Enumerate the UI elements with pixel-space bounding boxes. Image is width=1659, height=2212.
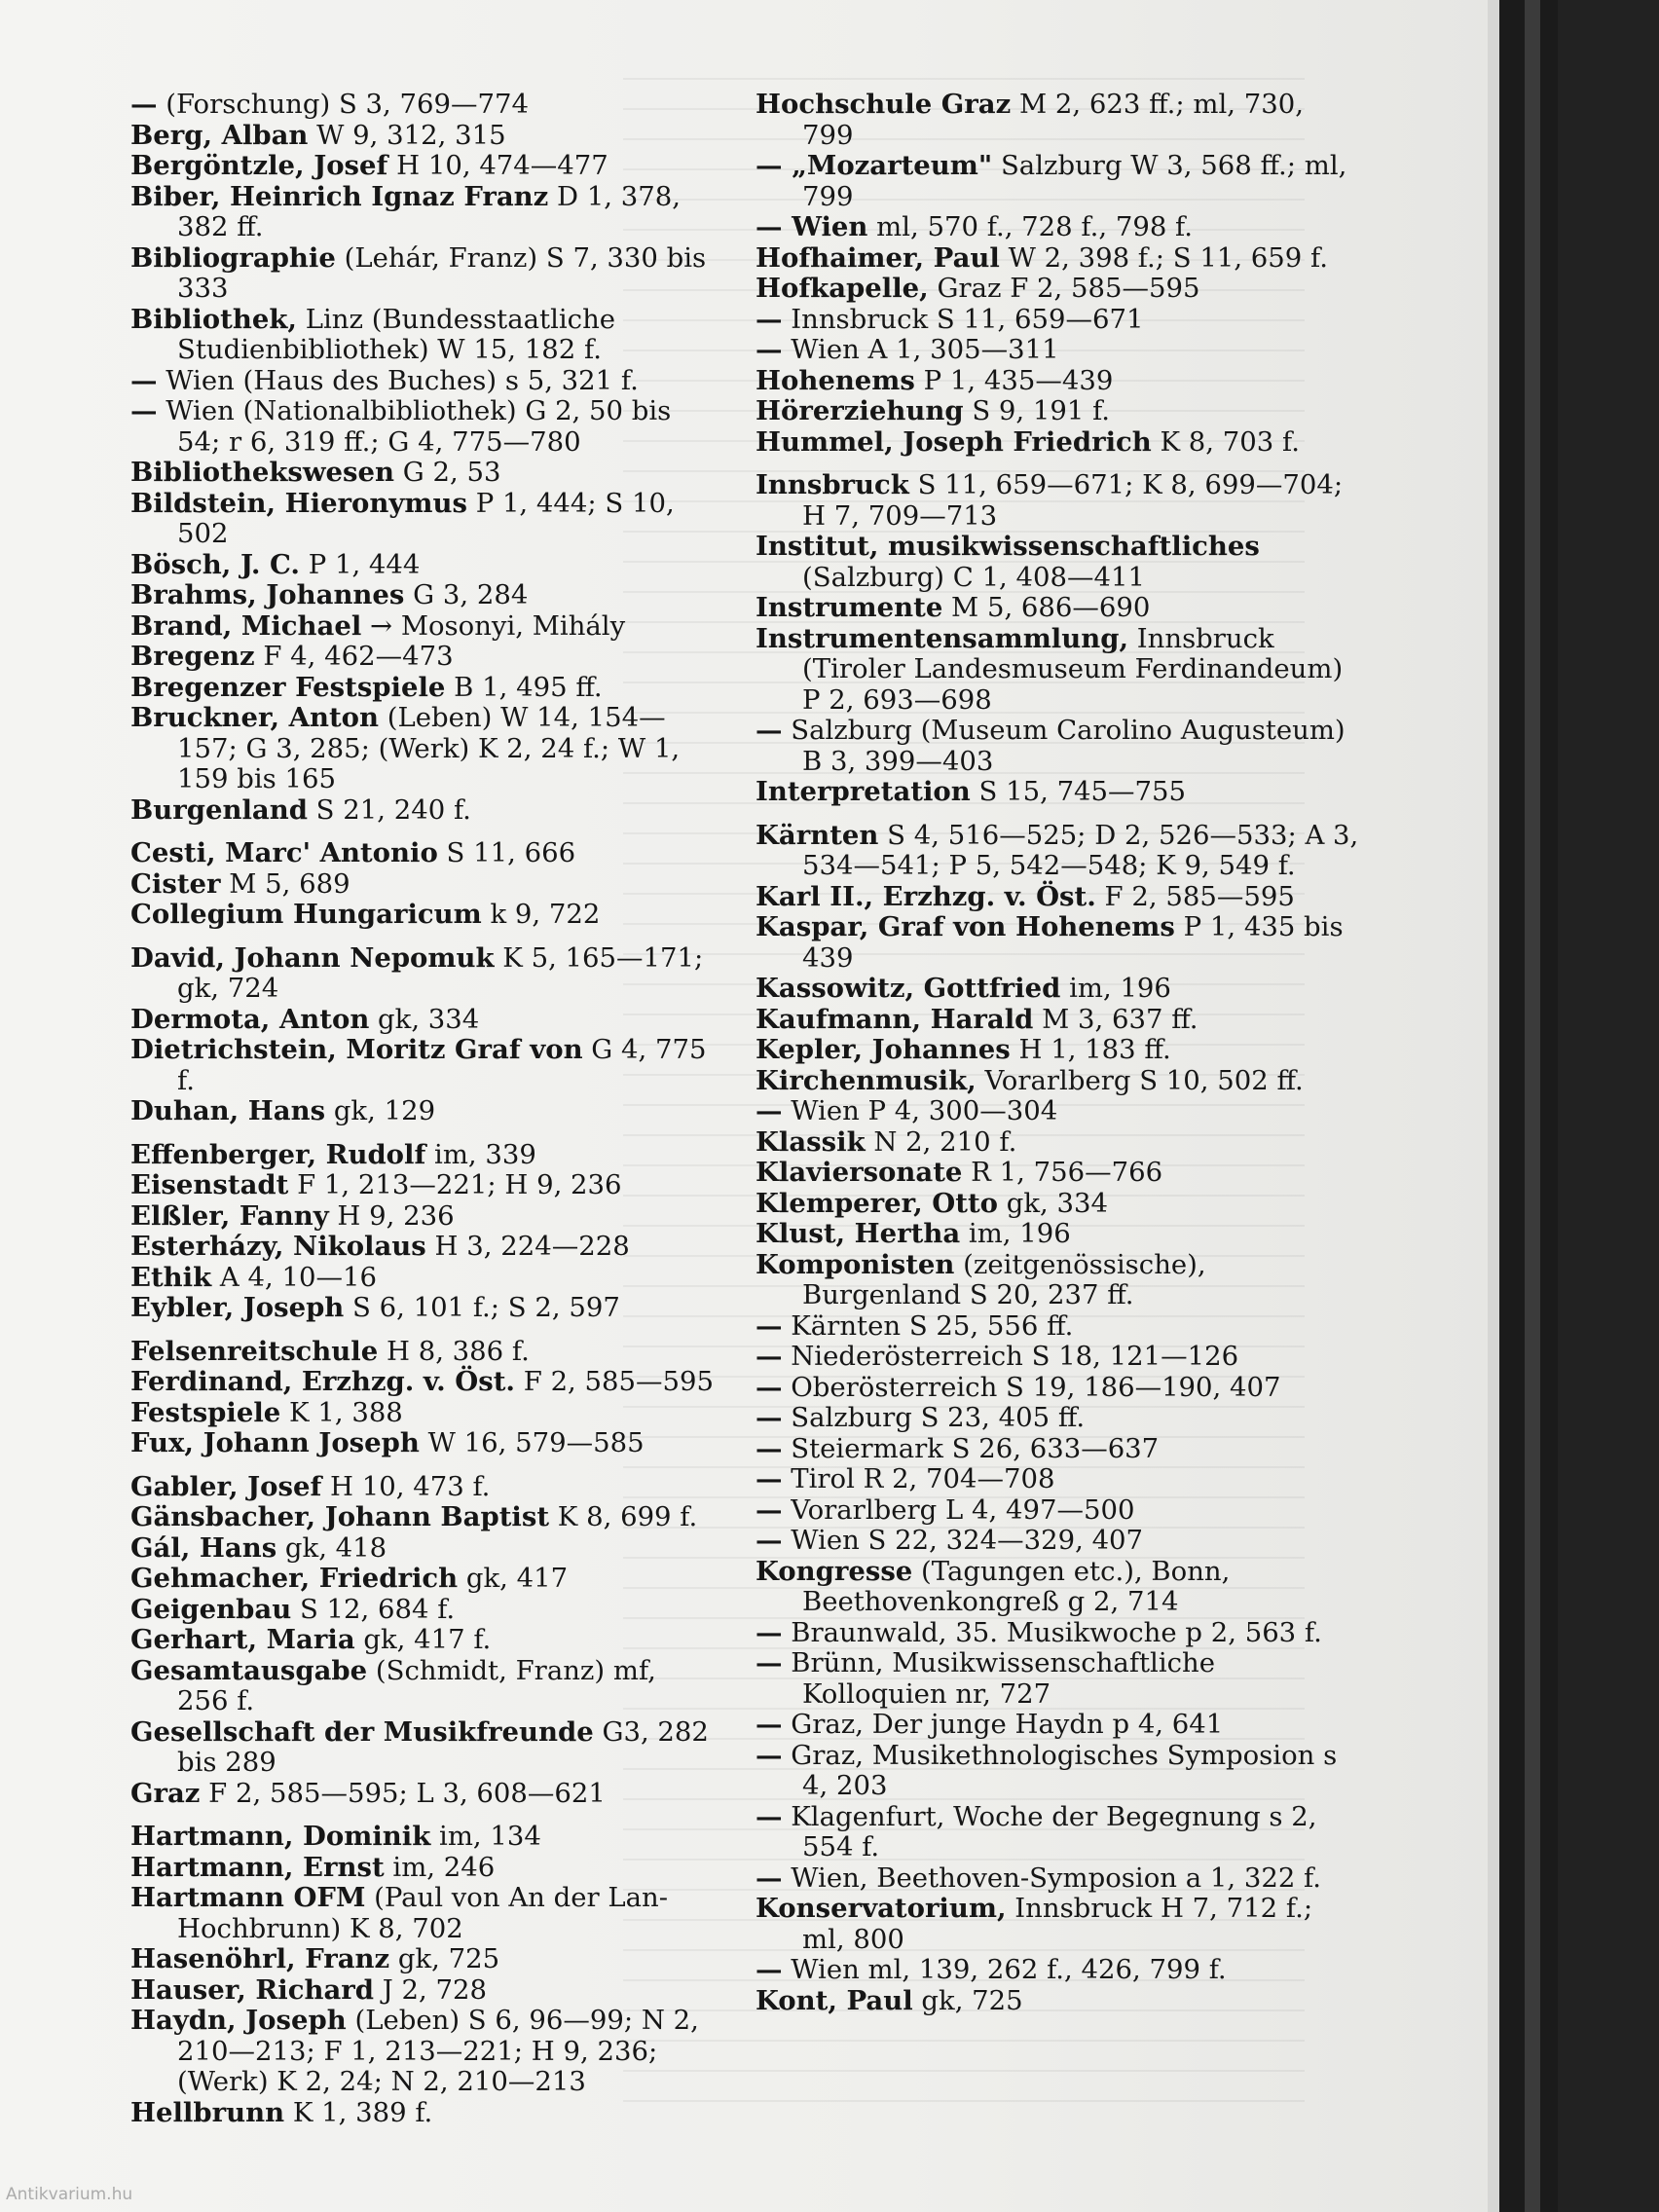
index-headword: — bbox=[756, 303, 783, 335]
index-reference: Steiermark S 26, 633—637 bbox=[782, 1432, 1160, 1464]
index-entry bbox=[130, 1779, 715, 1810]
index-reference: G 3, 284 bbox=[404, 579, 529, 610]
index-entry bbox=[130, 1502, 715, 1533]
index-headword: Gerhart, Maria bbox=[130, 1624, 355, 1655]
index-headword: Hartmann, Ernst bbox=[130, 1851, 385, 1883]
index-headword: Hochschule Graz bbox=[756, 89, 1012, 120]
index-entry bbox=[130, 1944, 715, 1975]
index-entry bbox=[756, 1127, 1359, 1159]
index-entry bbox=[756, 1894, 1359, 1955]
index-reference: K 1, 389 f. bbox=[284, 2096, 433, 2128]
index-headword: Collegium Hungaricum bbox=[130, 899, 482, 930]
index-reference: Wien (Nationalbibliothek) G 2, 50 bis 54; r 6, 319 ff.; G 4, 775—780 bbox=[157, 395, 672, 458]
index-headword: Kongresse bbox=[756, 1555, 913, 1587]
index-reference: K 5, 165—171; gk, 724 bbox=[177, 941, 704, 1004]
index-headword: Geigenbau bbox=[130, 1593, 292, 1625]
index-entry bbox=[130, 1564, 715, 1595]
index-headword: Brahms, Johannes bbox=[130, 579, 405, 610]
index-reference: Wien (Haus des Buches) s 5, 321 f. bbox=[157, 364, 639, 396]
index-headword: Hofkapelle, bbox=[756, 273, 929, 304]
index-reference: B 1, 495 ff. bbox=[445, 671, 603, 703]
index-headword: — „Mozarteum" bbox=[756, 150, 993, 181]
index-reference: Graz, Musikethnologisches Symposion s 4, 203 bbox=[782, 1739, 1338, 1801]
index-headword: Festspiele bbox=[130, 1396, 281, 1428]
index-entry bbox=[130, 642, 715, 673]
index-entry bbox=[756, 1373, 1359, 1404]
index-reference: Graz, Der junge Haydn p 4, 641 bbox=[782, 1709, 1224, 1740]
index-entry bbox=[756, 151, 1359, 212]
index-entry bbox=[756, 1158, 1359, 1189]
index-entry bbox=[756, 1096, 1359, 1127]
index-headword: Biber, Heinrich Ignaz Franz bbox=[130, 180, 549, 212]
index-reference: S 6, 101 f.; S 2, 597 bbox=[344, 1292, 620, 1323]
index-headword: Hasenöhrl, Franz bbox=[130, 1943, 390, 1974]
index-reference: Wien, Beethoven-Symposion a 1, 322 f. bbox=[782, 1862, 1321, 1894]
index-entry bbox=[756, 1710, 1359, 1741]
index-headword: Hellbrunn bbox=[130, 2096, 285, 2128]
index-entry bbox=[130, 1293, 715, 1324]
watermark: Antikvarium.hu bbox=[6, 2185, 133, 2204]
index-entry bbox=[756, 593, 1359, 624]
index-entry bbox=[130, 1472, 715, 1503]
index-reference: ml, 570 f., 728 f., 798 f. bbox=[867, 211, 1193, 242]
index-reference: F 2, 585—595 bbox=[1095, 880, 1295, 912]
index-headword: Instrumente bbox=[756, 592, 943, 623]
index-reference: im, 339 bbox=[425, 1138, 536, 1170]
index-reference: G3, 282 bis 289 bbox=[177, 1715, 709, 1778]
index-entry bbox=[130, 1428, 715, 1459]
index-entry bbox=[756, 335, 1359, 366]
index-entry bbox=[756, 427, 1359, 459]
index-entry bbox=[756, 1250, 1359, 1311]
index-reference: D 1, 378, 382 ff. bbox=[177, 180, 682, 242]
index-headword: — bbox=[756, 1647, 783, 1678]
index-headword: Ferdinand, Erzhzg. v. Öst. bbox=[130, 1366, 515, 1397]
index-headword: Hartmann, Dominik bbox=[130, 1821, 431, 1852]
index-entry bbox=[130, 943, 715, 1005]
index-reference: K 1, 388 bbox=[280, 1396, 403, 1428]
index-reference: Salzburg W 3, 568 ff.; ml, 799 bbox=[802, 150, 1347, 212]
index-reference: Vorarlberg L 4, 497—500 bbox=[782, 1493, 1135, 1526]
index-headword: Kassowitz, Gottfried bbox=[756, 973, 1061, 1004]
index-reference: gk, 725 bbox=[912, 1984, 1023, 2016]
index-entry bbox=[756, 396, 1359, 427]
index-entry bbox=[130, 1398, 715, 1429]
index-reference: Graz F 2, 585—595 bbox=[928, 273, 1200, 304]
index-entry bbox=[130, 1883, 715, 1944]
index-reference: (Leben) S 6, 96—99; N 2, 210—213; F 1, 213—221; H 9, 236; (Werk) K 2, 24; N 2, 210—213 bbox=[177, 2005, 699, 2097]
index-reference: W 9, 312, 315 bbox=[308, 119, 506, 151]
index-reference: S 11, 659—671; K 8, 699—704; H 7, 709—713 bbox=[802, 469, 1344, 532]
index-reference: H 3, 224—228 bbox=[425, 1231, 630, 1262]
index-reference: M 3, 637 ff. bbox=[1033, 1003, 1198, 1035]
index-entry bbox=[756, 243, 1359, 275]
index-entry bbox=[130, 243, 715, 305]
index-reference: H 9, 236 bbox=[328, 1199, 455, 1232]
index-headword: Burgenland bbox=[130, 793, 308, 826]
index-headword: — bbox=[756, 1095, 783, 1126]
index-headword: Fux, Johann Joseph bbox=[130, 1427, 420, 1458]
index-entry bbox=[756, 1434, 1359, 1465]
index-headword: David, Johann Nepomuk bbox=[130, 941, 495, 974]
index-entry bbox=[756, 912, 1359, 974]
index-headword: Klust, Hertha bbox=[756, 1218, 961, 1249]
index-entry bbox=[130, 1822, 715, 1853]
index-reference: S 21, 240 f. bbox=[307, 793, 471, 826]
index-headword: Kärnten bbox=[756, 819, 879, 851]
index-headword: Hörerziehung bbox=[756, 395, 964, 426]
spine-band bbox=[1525, 0, 1540, 2212]
index-headword: Bregenzer Festspiele bbox=[130, 671, 446, 703]
index-headword: Klemperer, Otto bbox=[756, 1187, 998, 1219]
index-headword: Berg, Alban bbox=[130, 119, 309, 151]
index-reference: H 10, 474—477 bbox=[387, 150, 608, 181]
index-reference: R 1, 756—766 bbox=[962, 1157, 1163, 1188]
index-entry bbox=[756, 1005, 1359, 1036]
index-headword: — bbox=[756, 1739, 783, 1771]
index-reference: gk, 725 bbox=[389, 1943, 500, 1974]
index-reference: Salzburg S 23, 405 ff. bbox=[782, 1402, 1086, 1433]
index-reference: N 2, 210 f. bbox=[865, 1125, 1017, 1158]
index-reference: gk, 334 bbox=[998, 1187, 1108, 1219]
index-entry bbox=[756, 1066, 1359, 1097]
index-entry bbox=[130, 1005, 715, 1036]
index-reference: G 2, 53 bbox=[394, 457, 501, 488]
index-entry bbox=[756, 1189, 1359, 1220]
index-headword: — bbox=[756, 1341, 783, 1372]
index-entry bbox=[756, 1311, 1359, 1343]
index-entry bbox=[130, 396, 715, 458]
index-headword: — bbox=[756, 334, 783, 365]
index-headword: — bbox=[130, 364, 158, 396]
index-entry bbox=[130, 795, 715, 827]
index-headword: Innsbruck bbox=[756, 469, 909, 500]
index-entry bbox=[130, 1625, 715, 1656]
index-headword: Bildstein, Hieronymus bbox=[130, 487, 467, 519]
index-entry bbox=[130, 2006, 715, 2098]
index-headword: Felsenreitschule bbox=[130, 1335, 379, 1367]
index-headword: Dermota, Anton bbox=[130, 1003, 370, 1035]
index-reference: S 15, 745—755 bbox=[970, 776, 1187, 807]
index-reference: K 8, 703 f. bbox=[1151, 425, 1300, 458]
index-reference: Vorarlberg S 10, 502 ff. bbox=[976, 1064, 1304, 1096]
index-entry bbox=[756, 1986, 1359, 2017]
index-headword: Konservatorium, bbox=[756, 1893, 1007, 1924]
index-reference: (Paul von An der Lan-Hochbrunn) K 8, 702 bbox=[177, 1882, 669, 1944]
index-headword: Kepler, Johannes bbox=[756, 1034, 1011, 1065]
index-entry bbox=[756, 366, 1359, 397]
index-headword: Esterházy, Nikolaus bbox=[130, 1231, 426, 1262]
index-entry bbox=[756, 1495, 1359, 1527]
index-reference: im, 196 bbox=[960, 1218, 1071, 1249]
index-entry bbox=[130, 869, 715, 901]
index-entry bbox=[756, 1557, 1359, 1618]
index-entry bbox=[756, 1219, 1359, 1250]
index-reference: P 1, 435 bis 439 bbox=[802, 911, 1344, 974]
index-headword: Bibliothek, bbox=[130, 303, 297, 335]
index-headword: Komponisten bbox=[756, 1248, 955, 1280]
index-entry bbox=[130, 703, 715, 795]
index-reference: Innsbruck S 11, 659—671 bbox=[782, 303, 1144, 335]
index-headword: Duhan, Hans bbox=[130, 1095, 326, 1126]
index-reference: F 2, 585—595 bbox=[515, 1366, 715, 1397]
index-entry bbox=[756, 821, 1359, 882]
index-headword: — bbox=[130, 395, 158, 426]
index-headword: Haydn, Joseph bbox=[130, 2005, 347, 2036]
index-entry bbox=[130, 305, 715, 366]
index-entry bbox=[130, 1595, 715, 1626]
index-headword: Ethik bbox=[130, 1261, 212, 1293]
index-entry bbox=[130, 1035, 715, 1096]
index-headword: — bbox=[756, 1862, 783, 1894]
index-headword: Bibliographie bbox=[130, 241, 336, 274]
index-headword: Gál, Hans bbox=[130, 1531, 277, 1564]
index-reference: Wien P 4, 300—304 bbox=[782, 1095, 1058, 1126]
index-entry bbox=[130, 489, 715, 550]
index-entry bbox=[130, 1717, 715, 1779]
index-reference: M 2, 623 ff.; ml, 730, 799 bbox=[802, 89, 1304, 151]
index-entry bbox=[130, 90, 715, 121]
index-entry bbox=[756, 90, 1359, 151]
index-headword: Kaspar, Graf von Hohenems bbox=[756, 911, 1175, 942]
index-entry bbox=[756, 1648, 1359, 1710]
index-headword: Gänsbacher, Johann Baptist bbox=[130, 1501, 550, 1532]
index-reference: Wien A 1, 305—311 bbox=[782, 334, 1059, 365]
index-headword: — bbox=[756, 1800, 783, 1832]
index-reference: G 4, 775 f. bbox=[177, 1034, 707, 1096]
index-entry bbox=[756, 882, 1359, 913]
index-entry bbox=[130, 151, 715, 182]
index-headword: — Wien bbox=[756, 211, 868, 242]
index-reference: P 1, 444; S 10, 502 bbox=[177, 487, 675, 549]
index-reference: M 5, 686—690 bbox=[942, 592, 1151, 623]
index-entry bbox=[756, 1526, 1359, 1557]
index-entry bbox=[130, 366, 715, 397]
index-reference: im, 196 bbox=[1060, 973, 1171, 1004]
index-headword: Gesamtausgabe bbox=[130, 1654, 368, 1686]
index-column-right bbox=[756, 90, 1359, 2016]
index-headword: Kaufmann, Harald bbox=[756, 1003, 1034, 1035]
index-reference: W 16, 579—585 bbox=[419, 1427, 645, 1458]
index-reference: gk, 418 bbox=[276, 1531, 387, 1564]
index-headword: Klaviersonate bbox=[756, 1157, 963, 1188]
index-entry bbox=[130, 1263, 715, 1294]
index-reference: S 12, 684 f. bbox=[291, 1593, 456, 1625]
index-reference: (Leben) W 14, 154—157; G 3, 285; (Werk) K 2, 24 f.; W 1, 159 bis 165 bbox=[177, 702, 681, 794]
index-entry bbox=[756, 777, 1359, 808]
index-reference: Wien ml, 139, 262 f., 426, 799 f. bbox=[782, 1954, 1227, 1985]
index-entry bbox=[756, 624, 1359, 717]
index-headword: Bregenz bbox=[130, 641, 255, 672]
index-entry bbox=[756, 1863, 1359, 1895]
index-headword: Bösch, J. C. bbox=[130, 548, 300, 580]
index-reference: P 1, 444 bbox=[299, 548, 421, 580]
index-entry bbox=[130, 1975, 715, 2007]
index-entry bbox=[130, 900, 715, 931]
index-reference: Wien S 22, 324—329, 407 bbox=[782, 1525, 1144, 1556]
index-headword: — bbox=[756, 1954, 783, 1985]
index-reference: (Tagungen etc.), Bonn, Beethovenkongreß g 2, 714 bbox=[802, 1555, 1231, 1617]
index-reference: A 4, 10—16 bbox=[211, 1261, 377, 1293]
index-headword: — bbox=[756, 1402, 783, 1433]
index-headword: Hofhaimer, Paul bbox=[756, 241, 1000, 274]
index-headword: Gabler, Josef bbox=[130, 1470, 322, 1502]
index-headword: — bbox=[756, 1309, 783, 1342]
index-headword: Graz bbox=[130, 1777, 201, 1809]
index-headword: — bbox=[756, 1525, 783, 1556]
index-headword: — bbox=[130, 89, 158, 120]
index-headword: — bbox=[756, 715, 783, 746]
index-headword: — bbox=[756, 1709, 783, 1740]
index-headword: Hauser, Richard bbox=[130, 1973, 374, 2006]
index-headword: Gesellschaft der Musikfreunde bbox=[130, 1715, 594, 1748]
index-headword: — bbox=[756, 1432, 783, 1464]
index-headword: Interpretation bbox=[756, 776, 971, 807]
index-entry bbox=[130, 1853, 715, 1884]
index-entry bbox=[130, 1656, 715, 1717]
index-headword: Hummel, Joseph Friedrich bbox=[756, 425, 1152, 458]
index-entry bbox=[756, 974, 1359, 1005]
index-headword: Kont, Paul bbox=[756, 1984, 913, 2016]
index-entry bbox=[130, 1232, 715, 1263]
index-reference: Oberösterreich S 19, 186—190, 407 bbox=[782, 1371, 1281, 1403]
index-entry bbox=[756, 716, 1359, 777]
index-entry bbox=[756, 212, 1359, 243]
index-entry bbox=[756, 1342, 1359, 1373]
index-entry bbox=[756, 1741, 1359, 1802]
index-reference: (Schmidt, Franz) mf, 256 f. bbox=[177, 1654, 656, 1716]
index-reference: Tirol R 2, 704—708 bbox=[782, 1463, 1055, 1494]
index-headword: — bbox=[756, 1616, 783, 1648]
page-edge-shadow bbox=[1488, 0, 1499, 2212]
index-reference: K 8, 699 f. bbox=[549, 1501, 698, 1532]
index-reference: Kärnten S 25, 556 ff. bbox=[782, 1309, 1074, 1342]
index-reference: S 4, 516—525; D 2, 526—533; A 3, 534—541; P 5, 542—548; K 9, 549 f. bbox=[802, 819, 1359, 881]
index-entry bbox=[130, 458, 715, 489]
index-reference: Innsbruck (Tiroler Landesmuseum Ferdinandeum) P 2, 693—698 bbox=[802, 622, 1344, 716]
index-entry bbox=[756, 274, 1359, 305]
index-entry bbox=[756, 470, 1359, 532]
index-headword: — bbox=[756, 1371, 783, 1403]
index-reference: Salzburg (Museum Carolino Augusteum) B 3, 399—403 bbox=[782, 715, 1346, 777]
index-headword: Dietrichstein, Moritz Graf von bbox=[130, 1034, 583, 1065]
index-headword: Bibliothekswesen bbox=[130, 457, 395, 488]
index-reference: M 5, 689 bbox=[220, 867, 350, 900]
index-headword: Effenberger, Rudolf bbox=[130, 1138, 426, 1170]
index-headword: — bbox=[756, 1463, 783, 1494]
index-headword: Cister bbox=[130, 867, 221, 900]
index-headword: Institut, musikwissenschaftliches bbox=[756, 531, 1260, 562]
index-entry bbox=[756, 1802, 1359, 1863]
index-column-left bbox=[130, 90, 715, 2128]
index-reference: Brünn, Musikwissenschaftliche Kolloquien nr, 727 bbox=[782, 1647, 1216, 1710]
index-reference: F 4, 462—473 bbox=[254, 641, 454, 672]
index-entry bbox=[756, 1955, 1359, 1986]
index-entry bbox=[130, 1533, 715, 1565]
index-reference: (Forschung) S 3, 769—774 bbox=[157, 89, 530, 120]
index-reference: W 2, 398 f.; S 11, 659 f. bbox=[999, 241, 1328, 274]
index-reference: Innsbruck H 7, 712 f.; ml, 800 bbox=[802, 1893, 1313, 1955]
index-headword: Klassik bbox=[756, 1125, 866, 1158]
index-entry bbox=[756, 305, 1359, 336]
index-reference: J 2, 728 bbox=[373, 1973, 487, 2006]
index-reference: (Lehár, Franz) S 7, 330 bis 333 bbox=[177, 241, 707, 304]
index-headword: Brand, Michael bbox=[130, 609, 362, 642]
index-reference: Linz (Bundesstaatliche Studienbibliothek) W 15, 182 f. bbox=[177, 303, 616, 365]
index-entry bbox=[130, 1096, 715, 1127]
index-reference: gk, 417 bbox=[458, 1563, 569, 1594]
index-entry bbox=[756, 1618, 1359, 1649]
index-reference: (Salzburg) C 1, 408—411 bbox=[802, 561, 1146, 593]
index-headword: Cesti, Marc' Antonio bbox=[130, 837, 438, 868]
index-entry bbox=[130, 1367, 715, 1398]
index-entry bbox=[130, 673, 715, 704]
index-headword: Hohenems bbox=[756, 364, 915, 396]
index-entry bbox=[130, 550, 715, 581]
index-headword: Kirchenmusik, bbox=[756, 1064, 977, 1096]
index-reference: H 8, 386 f. bbox=[378, 1335, 530, 1367]
index-reference: k 9, 722 bbox=[481, 899, 601, 930]
index-entry bbox=[130, 182, 715, 243]
index-reference: Braunwald, 35. Musikwoche p 2, 563 f. bbox=[782, 1616, 1322, 1648]
index-reference: (zeitgenössische), Burgenland S 20, 237 ff. bbox=[802, 1248, 1206, 1310]
index-reference: Niederösterreich S 18, 121—126 bbox=[782, 1341, 1239, 1372]
index-reference: S 11, 666 bbox=[437, 837, 576, 868]
index-reference: im, 134 bbox=[430, 1821, 541, 1852]
index-entry bbox=[756, 1403, 1359, 1434]
index-headword: Bruckner, Anton bbox=[130, 702, 380, 733]
index-entry bbox=[130, 838, 715, 869]
index-reference: gk, 417 f. bbox=[354, 1624, 492, 1655]
index-entry bbox=[130, 2098, 715, 2129]
index-entry bbox=[130, 580, 715, 611]
index-entry bbox=[130, 1201, 715, 1233]
index-reference: P 1, 435—439 bbox=[914, 364, 1114, 396]
index-headword: Bergöntzle, Josef bbox=[130, 150, 388, 181]
index-reference: F 2, 585—595; L 3, 608—621 bbox=[200, 1777, 606, 1809]
index-reference: S 9, 191 f. bbox=[963, 395, 1111, 426]
index-reference: gk, 129 bbox=[325, 1095, 436, 1126]
index-entry bbox=[130, 1337, 715, 1368]
index-reference: F 1, 213—221; H 9, 236 bbox=[288, 1169, 622, 1200]
index-entry bbox=[130, 121, 715, 152]
index-headword: Eisenstadt bbox=[130, 1169, 289, 1200]
index-headword: Instrumentensammlung, bbox=[756, 622, 1129, 654]
index-reference: Klagenfurt, Woche der Begegnung s 2, 554 f. bbox=[782, 1800, 1317, 1862]
index-entry bbox=[756, 532, 1359, 593]
index-headword: Gehmacher, Friedrich bbox=[130, 1563, 459, 1594]
index-entry bbox=[130, 1140, 715, 1171]
index-headword: Eybler, Joseph bbox=[130, 1292, 345, 1323]
index-entry bbox=[130, 611, 715, 643]
index-entry bbox=[756, 1464, 1359, 1495]
index-headword: Karl II., Erzhzg. v. Öst. bbox=[756, 880, 1096, 912]
index-reference: gk, 334 bbox=[369, 1003, 480, 1035]
spine-edge bbox=[1558, 0, 1659, 2212]
index-headword: — bbox=[756, 1493, 783, 1526]
index-reference: → Mosonyi, Mihály bbox=[361, 609, 626, 642]
index-headword: Elßler, Fanny bbox=[130, 1199, 329, 1232]
index-entry bbox=[130, 1170, 715, 1201]
index-headword: Hartmann OFM bbox=[130, 1882, 366, 1913]
index-entry bbox=[756, 1035, 1359, 1066]
index-reference: H 1, 183 ff. bbox=[1010, 1034, 1171, 1065]
index-reference: im, 246 bbox=[384, 1851, 496, 1883]
index-reference: H 10, 473 f. bbox=[321, 1470, 491, 1502]
